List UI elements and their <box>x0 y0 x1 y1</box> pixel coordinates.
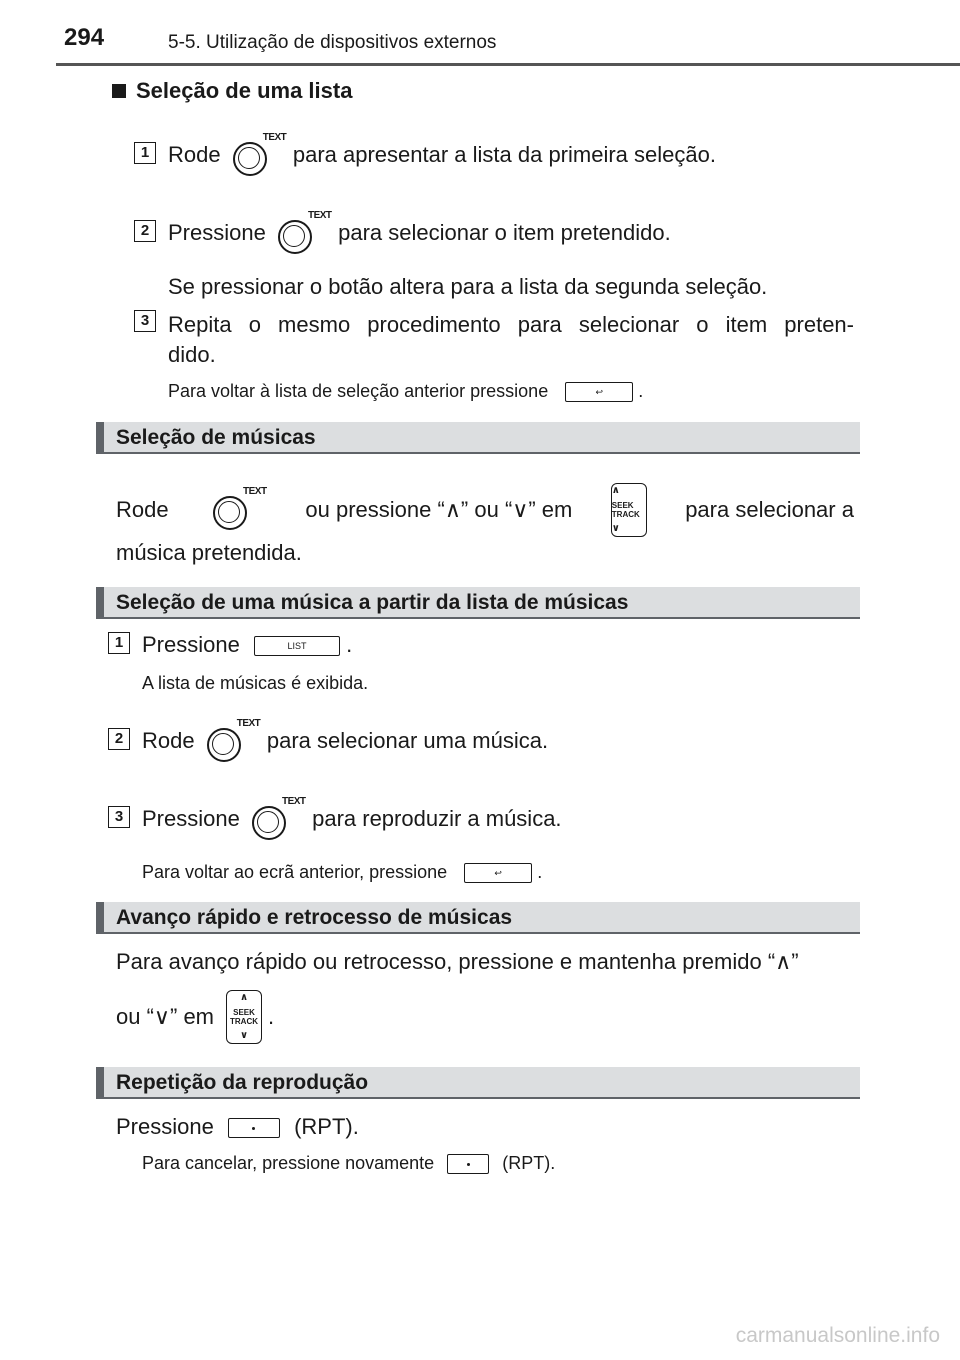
song-list-step-3: Pressione TEXT para reproduzir a música. <box>142 798 562 842</box>
step-number: 3 <box>134 310 156 332</box>
step-number: 3 <box>108 806 130 828</box>
chapter-title: 5-5. Utilização de dispositivos externos <box>168 32 497 53</box>
tune-knob-icon: TEXT <box>207 488 267 532</box>
section-repeat: Repetição da reprodução <box>96 1067 860 1099</box>
tune-knob-icon: TEXT <box>272 212 332 256</box>
tune-knob-icon: TEXT <box>227 134 287 178</box>
seek-track-button-icon: ∧ SEEK TRACK ∨ <box>611 483 647 537</box>
list-step-3-cont: dido. <box>168 342 216 367</box>
rpt-button-icon <box>228 1118 280 1138</box>
list-step-1: Rode TEXT para apresentar a lista da primeira seleção. <box>168 134 716 178</box>
step-number: 2 <box>108 728 130 750</box>
song-list-step-1: Pressione LIST . <box>142 632 353 657</box>
section-song-selection: Seleção de músicas <box>96 422 860 454</box>
list-button-icon: LIST <box>254 636 340 656</box>
header-divider <box>56 63 960 66</box>
list-step-2-detail: Se pressionar o botão altera para a lista da segunda seleção. <box>168 274 768 299</box>
song-selection-line-1: Rode TEXT ou pressione “∧” ou “∨” em ∧ SEEK TRACK ∨ para selecionar a <box>116 483 854 537</box>
step-number: 1 <box>134 142 156 164</box>
section-fast-forward: Avanço rápido e retrocesso de músicas <box>96 902 860 934</box>
repeat-line-1: Pressione (RPT). <box>116 1114 359 1139</box>
back-button-icon: ↩ <box>464 863 532 883</box>
watermark: carmanualsonline.info <box>735 1324 940 1347</box>
fast-forward-line-2: ou “∨” em ∧ SEEK TRACK ∨ . <box>116 990 274 1044</box>
seek-track-button-icon: ∧ SEEK TRACK ∨ <box>226 990 262 1044</box>
page-number: 294 <box>64 24 105 51</box>
list-step-2: Pressione TEXT para selecionar o item pretendido. <box>168 212 671 256</box>
list-step-3: Repita o mesmo procedimento para selecionar o item preten- <box>168 312 854 337</box>
rpt-button-icon <box>447 1154 489 1174</box>
tune-knob-icon: TEXT <box>246 798 306 842</box>
list-note: Para voltar à lista de seleção anterior pressione ↩ . <box>168 381 644 401</box>
step-number: 2 <box>134 220 156 242</box>
section-song-list: Seleção de uma música a partir da lista de músicas <box>96 587 860 619</box>
back-button-icon: ↩ <box>565 382 633 402</box>
song-selection-line-2: música pretendida. <box>116 540 302 565</box>
song-list-step-1-note: A lista de músicas é exibida. <box>142 673 369 693</box>
step-number: 1 <box>108 632 130 654</box>
song-list-step-2: Rode TEXT para selecionar uma música. <box>142 720 548 764</box>
fast-forward-line-1: Para avanço rápido ou retrocesso, pressione e mantenha premido “∧” <box>116 949 799 974</box>
repeat-note: Para cancelar, pressione novamente (RPT). <box>142 1153 556 1173</box>
square-bullet-icon <box>112 84 126 98</box>
song-list-note: Para voltar ao ecrã anterior, pressione ↩ . <box>142 862 543 882</box>
list-selection-title: Seleção de uma lista <box>112 78 352 104</box>
tune-knob-icon: TEXT <box>201 720 261 764</box>
